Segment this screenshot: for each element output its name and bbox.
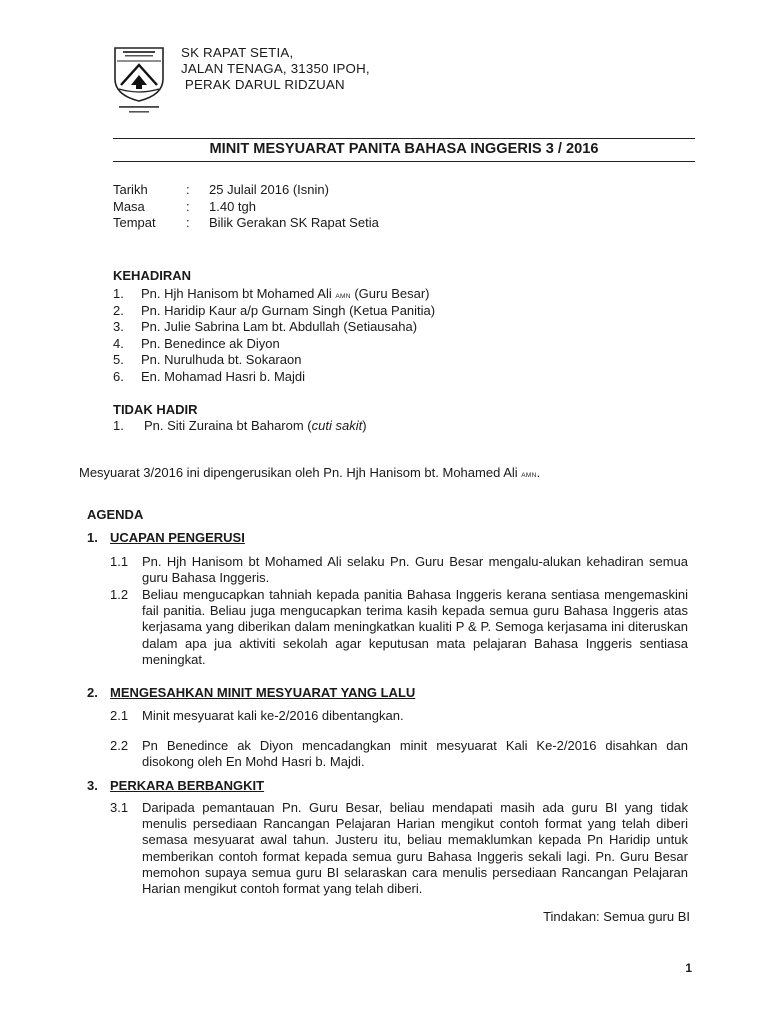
agenda-item: 2.1 Minit mesyuarat kali ke-2/2016 dibentangkan. xyxy=(110,708,404,723)
list-item xyxy=(113,319,435,336)
meeting-info xyxy=(113,182,379,232)
item-number: 5. xyxy=(113,352,124,367)
chair-statement: Mesyuarat 3/2016 ini dipengerusikan oleh Pn. Hjh Hanisom bt. Mohamed Ali AMN. xyxy=(79,465,541,480)
agenda-heading: AGENDA xyxy=(87,507,144,522)
info-label: Tempat xyxy=(113,215,156,230)
address-line: JALAN TENAGA, 31350 IPOH, xyxy=(181,61,370,76)
item-number: 1. xyxy=(113,286,124,301)
absent-heading: TIDAK HADIR xyxy=(113,402,198,417)
absent-list xyxy=(113,418,367,435)
title-top-rule xyxy=(113,138,695,139)
item-number: 3. xyxy=(113,319,124,334)
list-item xyxy=(113,418,367,435)
info-value: Bilik Gerakan SK Rapat Setia xyxy=(209,215,379,230)
list-item xyxy=(113,303,435,320)
info-label: Tarikh xyxy=(113,182,148,197)
item-text: Pn. Nurulhuda bt. Sokaraon xyxy=(141,352,302,367)
info-row xyxy=(113,199,379,216)
action-note: Tindakan: Semua guru BI xyxy=(543,909,690,924)
agenda-item: 1.2 Beliau mengucapkan tahniah kepada panitia Bahasa Inggeris kerana sentiasa mengemaskini fail panitia. Beliau juga mengucapkan terima kasih kepada semua guru Bahasa Inggeris atas kerjasama yang diberikan dalam meningkatkan kualiti P & P. Semoga kerjasama ini diteruskan dalam apa jua aktiviti sekolah agar keputusan mata pelajaran Bahasa Inggeris sentiasa meningkat. xyxy=(110,587,688,667)
item-text: Pn. Haridip Kaur a/p Gurnam Singh (Ketua Panitia) xyxy=(141,302,436,318)
list-item xyxy=(113,352,435,369)
info-separator: : xyxy=(186,182,190,197)
school-logo xyxy=(111,45,167,119)
attendance-heading: KEHADIRAN xyxy=(113,268,191,283)
agenda-section-heading: 1. UCAPAN PENGERUSI xyxy=(87,530,245,545)
address-line: SK RAPAT SETIA, xyxy=(181,45,294,60)
title-bottom-rule xyxy=(113,161,695,162)
list-item xyxy=(113,336,435,353)
list-item xyxy=(113,369,435,386)
title-suffix: AMN xyxy=(335,293,351,300)
info-value: 25 Julail 2016 (Isnin) xyxy=(209,182,329,197)
item-text: Pn. Benedince ak Diyon xyxy=(141,335,280,351)
address-line: PERAK DARUL RIDZUAN xyxy=(181,77,345,92)
attendance-list xyxy=(113,286,435,385)
item-text: Pn. Julie Sabrina Lam bt. Abdullah (Setiausaha) xyxy=(141,319,418,334)
agenda-section-heading: 3. PERKARA BERBANGKIT xyxy=(87,778,265,793)
item-text: Pn. Siti Zuraina bt Baharom (cuti sakit) xyxy=(144,418,367,433)
school-address xyxy=(181,45,370,93)
item-number: 6. xyxy=(113,368,124,384)
agenda-item: 2.2 Pn Benedince ak Diyon mencadangkan minit mesyuarat Kali Ke-2/2016 disahkan dan disokong oleh En Mohd Hasri b. Majdi. xyxy=(110,738,688,770)
item-number: 4. xyxy=(113,335,124,351)
info-label: Masa xyxy=(113,198,145,214)
info-row xyxy=(113,215,379,232)
item-text: Pn. Hjh Hanisom bt Mohamed Ali AMN (Guru Besar) xyxy=(141,286,430,301)
document-title: MINIT MESYUARAT PANITA BAHASA INGGERIS 3 / 2016 xyxy=(209,141,599,157)
item-number: 2. xyxy=(113,302,124,318)
agenda-section-heading: 2. MENGESAHKAN MINIT MESYUARAT YANG LALU xyxy=(87,685,416,700)
page-number: 1 xyxy=(685,961,692,975)
list-item xyxy=(113,286,435,303)
agenda-item: 3.1 Daripada pemantauan Pn. Guru Besar, beliau mendapati masih ada guru BI yang tidak menulis persediaan Rancangan Pelajaran Harian mengikut contoh format yang telah diberi semasa mesyuarat awal tahun. Justeru itu, beliau memaklumkan kepada Pn Haridip untuk memberikan contoh format kepada semua guru Bahasa Inggeris sekali lagi. Pn. Guru Besar memohon supaya semua guru BI selaraskan cara menulis persediaan Rancangan Pelajaran Harian mengikut contoh format yang telah diberi. xyxy=(110,800,688,897)
item-number: 1. xyxy=(113,418,124,433)
info-row xyxy=(113,182,379,199)
info-separator: : xyxy=(186,215,190,230)
info-separator: : xyxy=(186,198,190,214)
title-suffix: AMN xyxy=(521,472,537,479)
item-text: En. Mohamad Hasri b. Majdi xyxy=(141,368,306,384)
agenda-item: 1.1 Pn. Hjh Hanisom bt Mohamed Ali selaku Pn. Guru Besar mengalu-alukan kehadiran semua guru Bahasa Inggeris. xyxy=(110,554,688,586)
info-value: 1.40 tgh xyxy=(209,198,256,214)
